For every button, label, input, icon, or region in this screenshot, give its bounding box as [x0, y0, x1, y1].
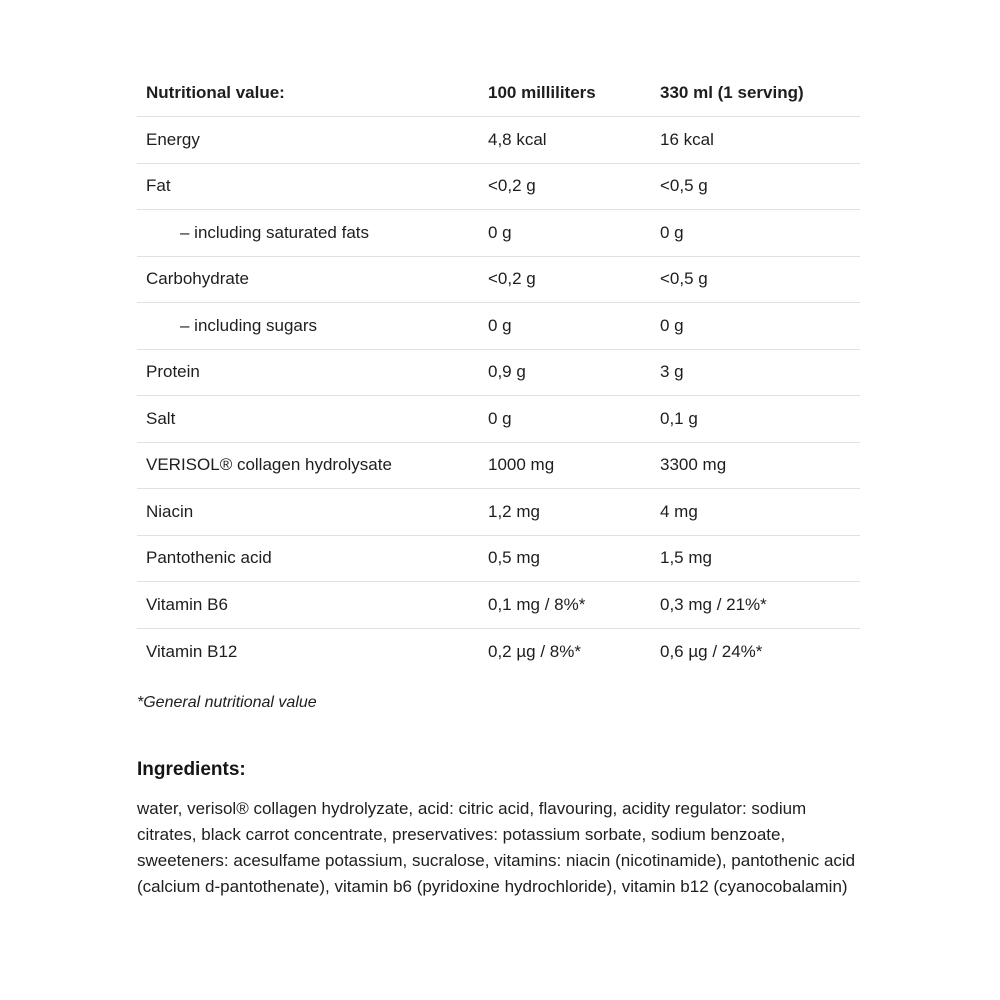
- row-value-serving: 3 g: [660, 362, 684, 382]
- row-value-serving: 0,6 µg / 24%*: [660, 641, 763, 661]
- table-row-salt: [137, 396, 860, 443]
- table-row-energy: [137, 117, 860, 164]
- row-label: Fat: [146, 176, 171, 196]
- row-label: Carbohydrate: [146, 269, 250, 289]
- row-value-serving: <0,5 g: [660, 269, 708, 289]
- row-value-100ml: 0,5 mg: [488, 548, 540, 568]
- table-row-saturated-fats: [137, 210, 860, 257]
- table-row-vitamin-b12: [137, 628, 860, 675]
- row-value-100ml: 0,2 µg / 8%*: [488, 641, 581, 661]
- row-label: Vitamin B12: [146, 641, 238, 661]
- row-value-serving: 0,3 mg / 21%*: [660, 594, 767, 614]
- nutrition-table: [137, 70, 860, 675]
- ingredients-list: water, verisol® collagen hydrolyzate, acid: citric acid, flavouring, acidity regulator: sodium citrates, black carrot concentrate, preservatives: potassium sorbate, sodium benzoate, sweeteners: acesulfame potassium, sucralose, vitamins: niacin (nicotinamide), pantothenic acid (calcium d-pantothenate), vitamin b6 (pyridoxine hydrochloride), vitamin b12 (cyanocobalamin): [137, 798, 856, 897]
- header-100-milliliters: 100 milliliters: [488, 70, 660, 117]
- row-label: Energy: [146, 129, 200, 149]
- row-value-100ml: 4,8 kcal: [488, 129, 547, 149]
- row-value-serving: <0,5 g: [660, 176, 708, 196]
- table-row-niacin: [137, 489, 860, 536]
- row-label: VERISOL® collagen hydrolysate: [146, 455, 392, 475]
- row-value-serving: 1,5 mg: [660, 548, 712, 568]
- row-value-100ml: <0,2 g: [488, 176, 536, 196]
- row-label: Niacin: [146, 501, 194, 521]
- table-header-row: [137, 70, 860, 117]
- general-nutritional-value-footnote: *General nutritional value: [137, 693, 317, 711]
- row-value-100ml: 1000 mg: [488, 455, 555, 475]
- table-row-sugars: [137, 303, 860, 350]
- row-value-100ml: 0,1 mg / 8%*: [488, 594, 586, 614]
- row-label: Salt: [146, 408, 176, 428]
- row-value-serving: 0 g: [660, 315, 684, 335]
- row-label: – including sugars: [180, 315, 318, 335]
- row-value-serving: 0 g: [660, 222, 684, 242]
- row-value-100ml: 0 g: [488, 222, 512, 242]
- table-row-verisol-collagen: [137, 442, 860, 489]
- table-row-pantothenic-acid: [137, 535, 860, 582]
- row-value-serving: 4 mg: [660, 501, 698, 521]
- row-label: Vitamin B6: [146, 594, 228, 614]
- header-330-ml-serving: 330 ml (1 serving): [660, 70, 860, 117]
- row-value-100ml: 0,9 g: [488, 362, 526, 382]
- row-value-100ml: 0 g: [488, 408, 512, 428]
- row-value-serving: 3300 mg: [660, 455, 727, 475]
- row-value-100ml: <0,2 g: [488, 269, 536, 289]
- table-row-fat: [137, 163, 860, 210]
- row-label: Protein: [146, 362, 200, 382]
- row-value-serving: 16 kcal: [660, 129, 714, 149]
- table-row-vitamin-b6: [137, 582, 860, 629]
- row-value-100ml: 0 g: [488, 315, 512, 335]
- row-value-serving: 0,1 g: [660, 408, 698, 428]
- table-row-protein: [137, 349, 860, 396]
- ingredients-heading: Ingredients:: [137, 758, 246, 780]
- row-value-100ml: 1,2 mg: [488, 501, 540, 521]
- row-label: Pantothenic acid: [146, 548, 272, 568]
- label-content: [137, 70, 860, 901]
- header-nutritional-value: Nutritional value:: [137, 70, 488, 117]
- row-label: – including saturated fats: [180, 222, 370, 242]
- table-row-carbohydrate: [137, 256, 860, 303]
